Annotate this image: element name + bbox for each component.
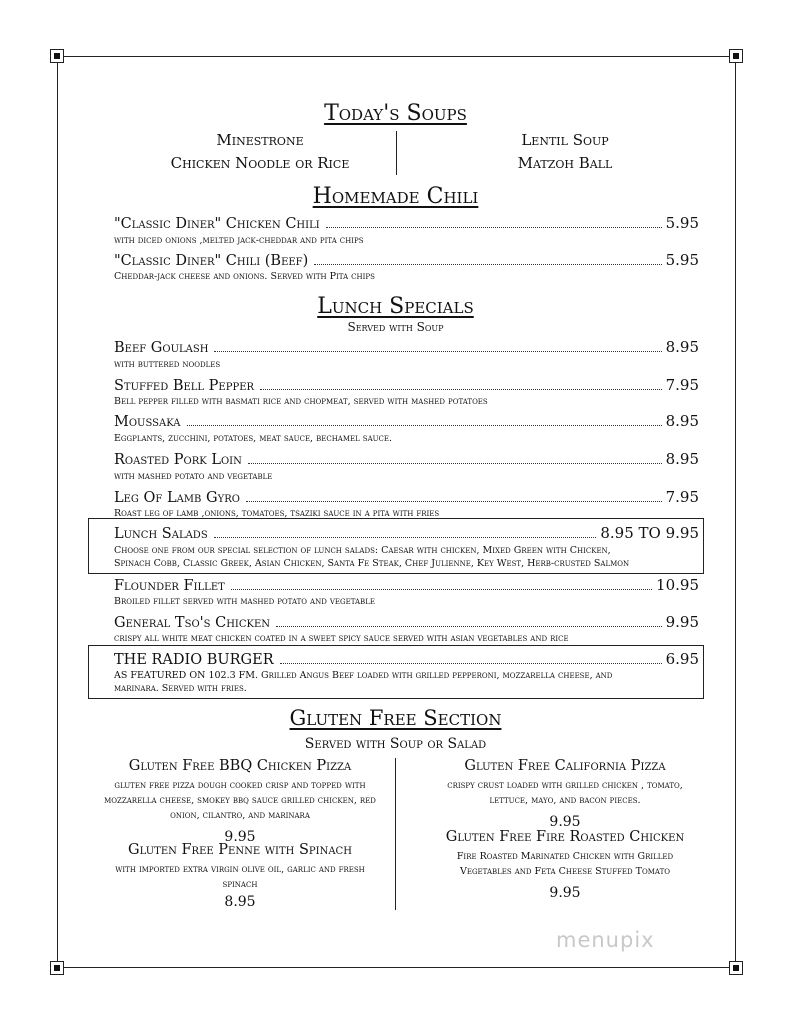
soup-item: Lentil Soup xyxy=(521,131,609,149)
item-price: 6.95 xyxy=(665,650,699,668)
dot-leader xyxy=(280,663,662,664)
item-description: crispy all white meat chicken coated in a sweet spicy sauce served with asian vegetables and rice xyxy=(114,633,569,644)
item-price: 5.95 xyxy=(665,251,699,269)
menu-item xyxy=(114,613,699,631)
item-description: onion, cilantro, and marinara xyxy=(170,810,310,821)
menu-item xyxy=(114,450,699,468)
dot-leader xyxy=(214,537,597,538)
item-description: Cheddar-jack cheese and onions. Served with Pita chips xyxy=(114,271,375,282)
item-price: 9.95 xyxy=(665,613,699,631)
item-description: Choose one from our special selection of lunch salads: Caesar with chicken, Mixed Green with Chicken, xyxy=(114,545,611,556)
item-price: 8.95 TO 9.95 xyxy=(600,524,699,542)
gluten-divider xyxy=(395,758,396,910)
dot-leader xyxy=(260,389,662,390)
soups-divider xyxy=(396,131,397,175)
dot-leader xyxy=(246,501,662,502)
item-name: "Classic Diner" Chili (Beef) xyxy=(114,253,309,269)
item-price: 8.95 xyxy=(665,338,699,356)
gf-item xyxy=(90,758,390,845)
item-description: with mashed potato and vegetable xyxy=(114,471,273,482)
gluten-subtitle: Served with Soup or Salad xyxy=(304,736,487,752)
dot-leader xyxy=(314,264,661,265)
item-name: "Classic Diner" Chicken Chili xyxy=(114,216,320,232)
menupix-watermark: menupix xyxy=(556,928,655,952)
dot-leader xyxy=(187,425,662,426)
item-description: marinara. Served with fries. xyxy=(114,683,247,694)
corner-ornament xyxy=(729,49,743,63)
item-price: 9.95 xyxy=(224,829,256,845)
dot-leader xyxy=(231,589,652,590)
menu-item xyxy=(114,650,699,668)
item-price: 7.95 xyxy=(665,488,699,506)
dot-leader xyxy=(214,351,661,352)
item-description: Broiled fillet served with mashed potato and vegetable xyxy=(114,596,375,607)
item-description: mozzarella cheese, smokey bbq sauce grilled chicken, red xyxy=(104,795,376,806)
item-name: Moussaka xyxy=(114,414,181,430)
item-price: 8.95 xyxy=(224,894,256,910)
item-description: gluten free pizza dough cooked crisp and topped with xyxy=(114,780,366,791)
item-price: 9.95 xyxy=(549,885,581,901)
corner-ornament xyxy=(50,49,64,63)
item-name: THE RADIO BURGER xyxy=(114,652,274,668)
menu-item xyxy=(114,524,699,542)
dot-leader xyxy=(276,626,662,627)
menu-item xyxy=(114,412,699,430)
item-description: AS FEATURED ON 102.3 FM. Grilled Angus Beef loaded with grilled pepperoni, mozzarella cheese, and xyxy=(114,670,613,681)
item-name: Flounder Fillet xyxy=(114,578,225,594)
soup-item: Chicken Noodle or Rice xyxy=(170,154,350,172)
item-description: Spinach Cobb, Classic Greek, Asian Chicken, Santa Fe Steak, Chef Julienne, Key West, Herb-crusted Salmon xyxy=(114,558,630,569)
gf-item xyxy=(410,758,720,830)
corner-ornament xyxy=(729,961,743,975)
item-description: spinach xyxy=(222,879,258,890)
menu-item xyxy=(114,376,699,394)
item-description: Vegetables and Feta Cheese Stuffed Tomato xyxy=(460,866,670,877)
menu-item xyxy=(114,214,699,232)
chili-title: Homemade Chili xyxy=(312,184,479,209)
item-description: Bell pepper filled with basmati rice and chopmeat, served with mashed potatoes xyxy=(114,396,488,407)
item-name: Stuffed Bell Pepper xyxy=(114,378,255,394)
item-name: Leg Of Lamb Gyro xyxy=(114,490,240,506)
item-price: 7.95 xyxy=(665,376,699,394)
item-description: Eggplants, zucchini, potatoes, meat sauce, bechamel sauce. xyxy=(114,433,393,444)
menu-item xyxy=(114,251,699,269)
dot-leader xyxy=(248,463,662,464)
item-price: 5.95 xyxy=(665,214,699,232)
item-name: Gluten Free Fire Roasted Chicken xyxy=(445,829,685,845)
item-description: with buttered noodles xyxy=(114,359,221,370)
item-description: with imported extra virgin olive oil, garlic and fresh xyxy=(115,864,365,875)
item-description: Fire Roasted Marinated Chicken with Grilled xyxy=(456,851,674,862)
soup-item: Minestrone xyxy=(216,131,304,149)
item-name: Beef Goulash xyxy=(114,340,209,356)
item-price: 10.95 xyxy=(656,576,699,594)
corner-ornament xyxy=(50,961,64,975)
menu-item xyxy=(114,488,699,506)
menu-item xyxy=(114,576,699,594)
gluten-title: Gluten Free Section xyxy=(289,706,502,730)
soups-title: Today's Soups xyxy=(324,101,467,126)
dot-leader xyxy=(326,227,662,228)
lunch-title: Lunch Specials xyxy=(317,294,474,319)
item-price: 8.95 xyxy=(665,412,699,430)
gf-item xyxy=(90,842,390,910)
item-name: Lunch Salads xyxy=(114,526,208,542)
lunch-subtitle: Served with Soup xyxy=(347,320,444,334)
soup-item: Matzoh Ball xyxy=(517,154,613,172)
item-name: Gluten Free Penne with Spinach xyxy=(128,842,352,858)
menu-item xyxy=(114,338,699,356)
item-name: General Tso's Chicken xyxy=(114,615,271,631)
item-name: Gluten Free BBQ Chicken Pizza xyxy=(128,758,352,774)
gf-item xyxy=(410,829,720,901)
item-name: Gluten Free California Pizza xyxy=(464,758,666,774)
item-description: crispy crust loaded with grilled chicken , tomato, xyxy=(447,780,683,791)
item-description: with diced onions ,melted jack-cheddar and pita chips xyxy=(114,235,364,246)
item-price: 9.95 xyxy=(549,814,581,830)
item-price: 8.95 xyxy=(665,450,699,468)
item-description: Roast leg of lamb ,onions, tomatoes, tsaziki sauce in a pita with fries xyxy=(114,508,440,519)
item-name: Roasted Pork Loin xyxy=(114,452,242,468)
item-description: lettuce, mayo, and bacon pieces. xyxy=(489,795,641,806)
